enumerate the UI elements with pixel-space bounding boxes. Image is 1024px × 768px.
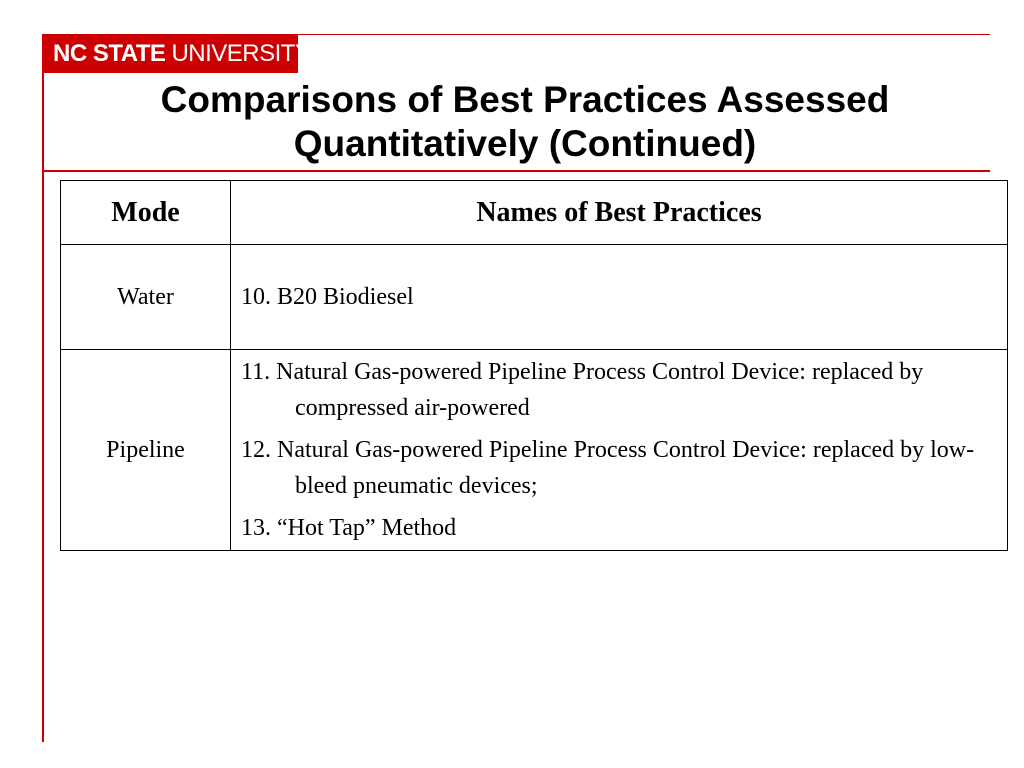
slide-title-line-1: Comparisons of Best Practices Assessed [160,79,890,120]
mode-cell: Pipeline [61,350,231,551]
left-margin-rule [42,34,44,742]
table-row [61,350,1008,551]
header-names: Names of Best Practices [231,181,1008,245]
practices-cell [231,350,1008,551]
table-row [61,245,1008,350]
practice-item: 12. Natural Gas-powered Pipeline Process Control Device: replaced by low-bleed pneumatic devices; [241,437,975,499]
best-practices-table [60,180,1008,551]
practice-item: 11. Natural Gas-powered Pipeline Process Control Device: replaced by compressed air-powered [241,359,924,421]
slide-title-line-2: Quantitatively (Continued) [293,123,757,164]
header-mode: Mode [61,181,231,245]
practice-item: 10. B20 Biodiesel [241,284,414,310]
table-header-row [61,181,1008,245]
practice-item: 13. “Hot Tap” Method [241,515,457,541]
title-underline-rule [42,170,990,172]
practices-cell [231,245,1008,350]
mode-cell: Water [61,245,231,350]
nc-state-university-logo [43,35,311,73]
logo-light-text: UNIVERSITY [171,40,311,67]
logo-bold-text: NC STATE [53,40,166,67]
slide-title [60,78,990,166]
